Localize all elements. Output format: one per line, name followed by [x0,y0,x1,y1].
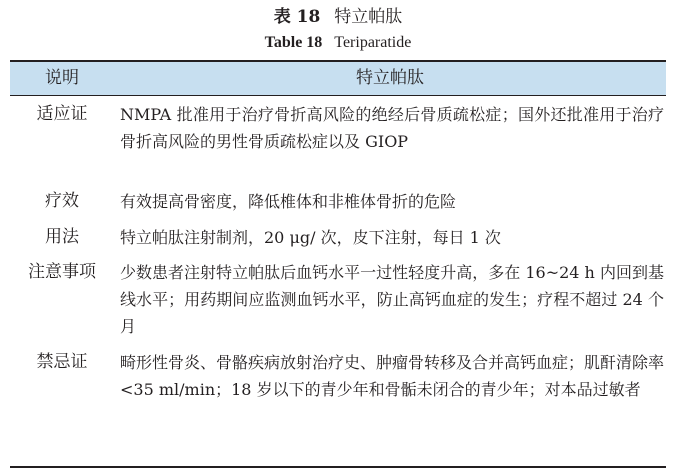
row-content-efficacy: 有效提高骨密度，降低椎体和非椎体骨折的危险 [120,192,457,211]
table-header [10,62,666,96]
row-label-efficacy: 疗效 [45,191,79,211]
header-col-drug: 特立帕肽 [356,68,424,88]
table-row [10,224,666,251]
row-label-indications: 适应证 [36,104,88,124]
table-name-en: Teriparatide [334,34,412,51]
row-content-precautions: 少数患者注射特立帕肽后血钙水平一过性轻度升高，多在 16~24 h 内回到基线水平；用药期间应监测血钙水平，防止高钙血症的发生；疗程不超过 24 个月 [120,263,664,336]
row-label-contraindications: 禁忌证 [36,352,88,372]
table-row [10,259,666,340]
row-content-indications: NMPA 批准用于治疗骨折高风险的绝经后骨质疏松症；国外还批准用于治疗骨折高风险的男性骨质疏松症以及 GIOP [120,105,664,151]
table-name-cn: 特立帕肽 [334,7,403,27]
table-row [10,349,666,457]
table-title-cn [0,6,676,28]
table-bottom-rule [10,466,666,468]
table-number-en: Table 18 [264,34,323,51]
row-label-precautions: 注意事项 [28,262,96,282]
row-content-usage: 特立帕肽注射制剂，20 μg/ 次，皮下注射，每日 1 次 [120,228,501,247]
row-label-usage: 用法 [45,227,79,247]
header-col-description: 说明 [45,68,79,88]
table-title-en [0,32,676,54]
table-row [10,188,666,215]
table-row [10,101,666,182]
table-number-cn: 表 18 [273,7,321,27]
row-content-contraindications: 畸形性骨炎、骨骼疾病放射治疗史、肿瘤骨转移及合并高钙血症；肌酐清除率 <35 ml/min；18 岁以下的青少年和骨骺未闭合的青少年；对本品过敏者 [120,353,665,399]
